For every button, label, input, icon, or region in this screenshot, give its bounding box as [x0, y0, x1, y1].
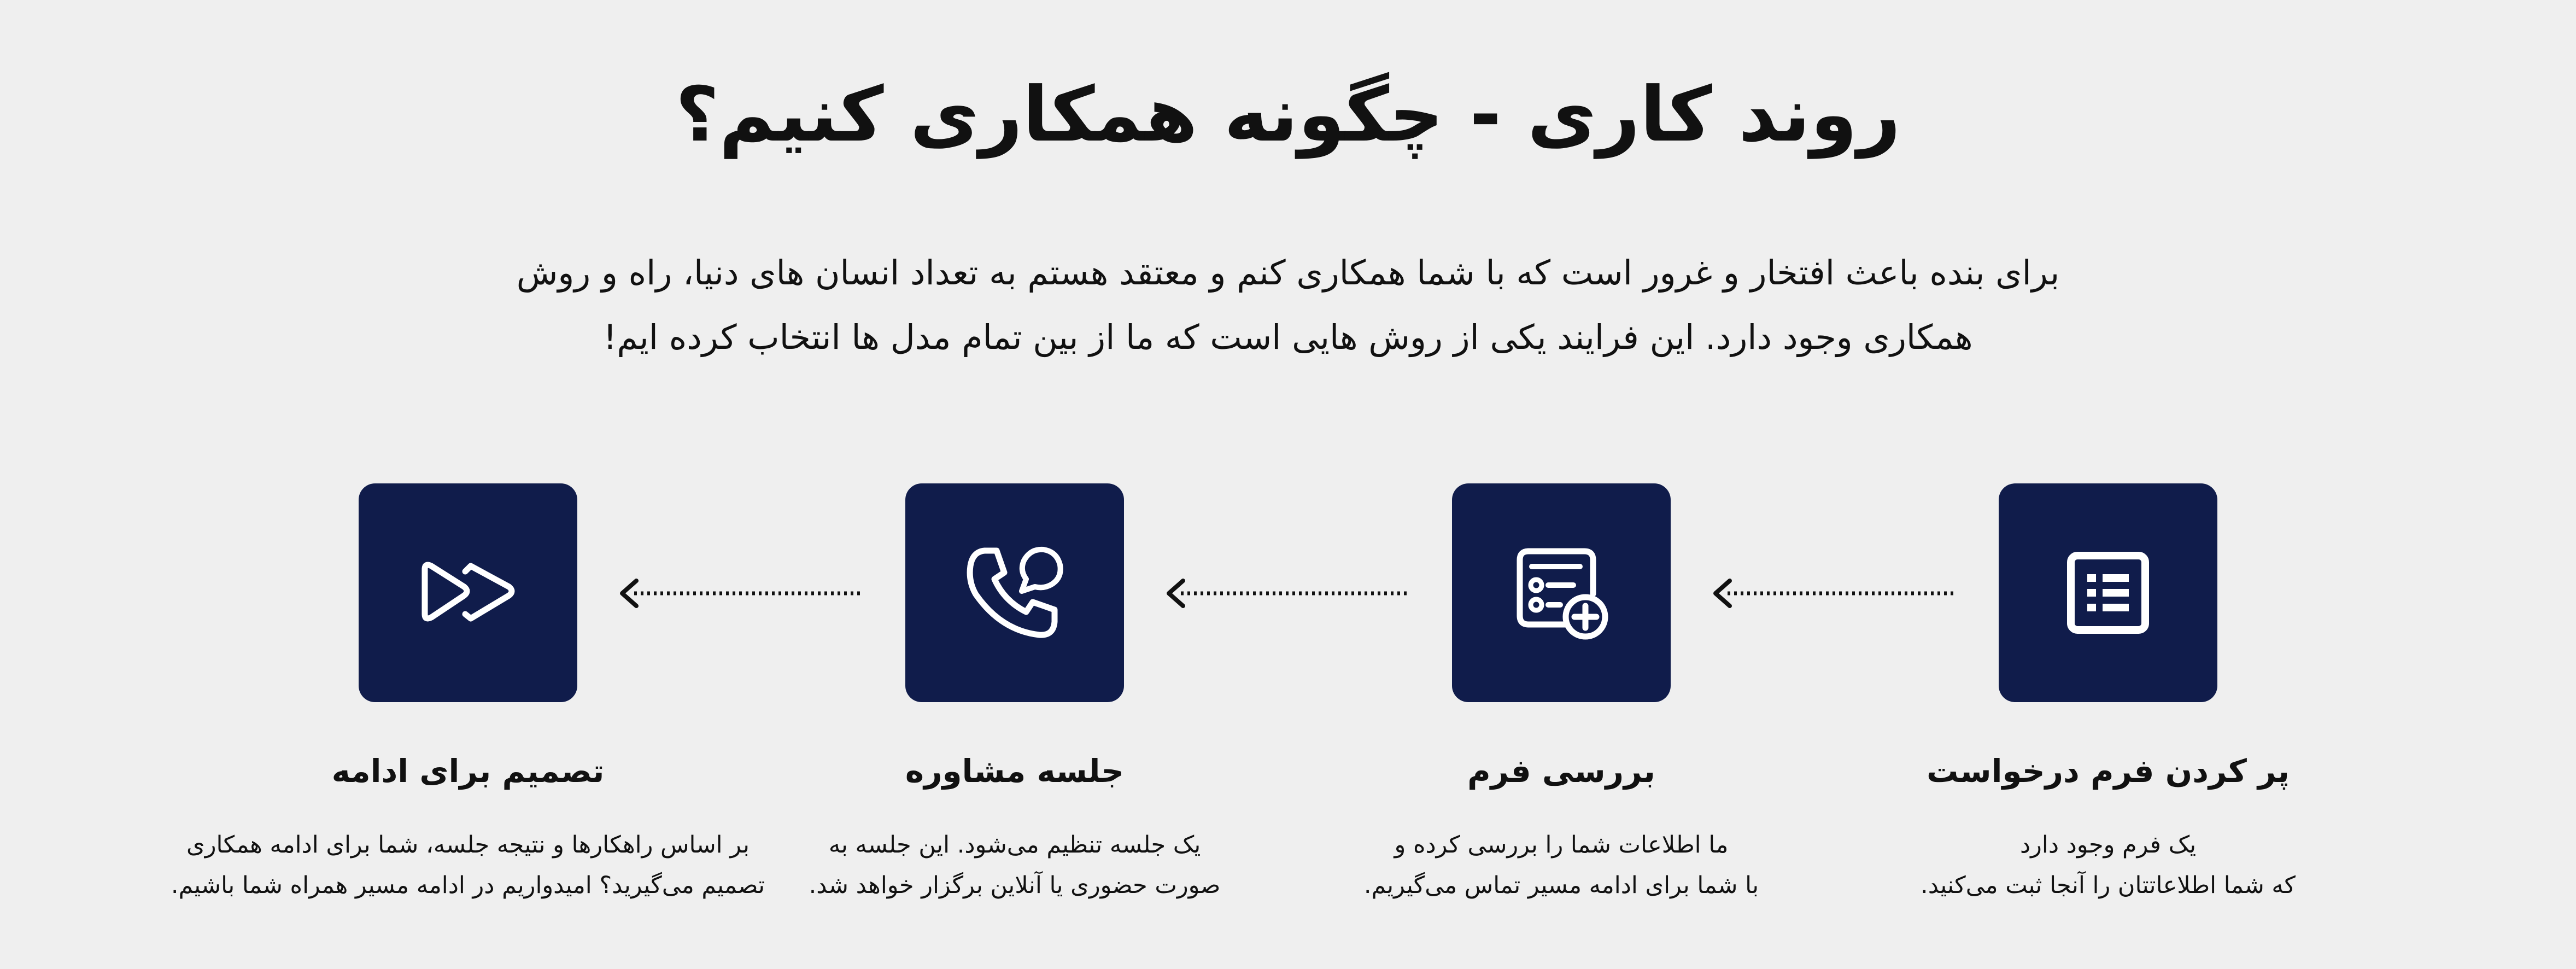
- form-review-add-icon: [1512, 544, 1611, 642]
- list-form-icon: [2064, 549, 2152, 637]
- step-4-desc-line-1: بر اساس راهکارها و نتیجه جلسه، شما برای ادامه همکاری: [186, 831, 750, 859]
- step-4-description: [140, 825, 796, 906]
- arrow-left-icon: [614, 574, 866, 612]
- step-4-desc-line-2: تصمیم می‌گیرید؟ امیدواریم در ادامه مسیر همراه شما باشیم.: [171, 872, 765, 899]
- arrow-left-icon: [1161, 574, 1413, 612]
- intro-line-2: همکاری وجود دارد. این فرایند یکی از روش هایی است که ما از بین تمام مدل ها انتخاب کرده ایم!: [603, 317, 1973, 357]
- step-3-desc-line-2: صورت حضوری یا آنلاین برگزار خواهد شد.: [809, 872, 1221, 899]
- phone-chat-icon: [963, 541, 1067, 645]
- step-2-desc-line-1: ما اطلاعات شما را بررسی کرده و: [1394, 831, 1729, 859]
- step-1-desc-line-2: که شما اطلاعاتتان را آنجا ثبت می‌کنید.: [1921, 872, 2296, 899]
- step-1-title: پر کردن فرم درخواست: [1927, 752, 2290, 790]
- step-3-desc-line-1: یک جلسه تنظیم می‌شود. این جلسه به: [828, 831, 1201, 859]
- step-2-title: بررسی فرم: [1467, 752, 1655, 790]
- intro-line-1: برای بنده باعث افتخار و غرور است که با شما همکاری کنم و معتقد هستم به تعداد انسان های دنیا، راه و روش: [516, 253, 2060, 293]
- step-4-title: تصمیم برای ادامه: [331, 752, 605, 790]
- step-1-desc-line-1: یک فرم وجود دارد: [2019, 831, 2197, 859]
- step-1-icon-box: [1999, 483, 2217, 702]
- arrow-left-icon: [1708, 574, 1959, 612]
- step-3-icon-box: [905, 483, 1124, 702]
- step-2-icon-box: [1452, 483, 1671, 702]
- step-2-desc-line-2: با شما برای ادامه مسیر تماس می‌گیریم.: [1363, 872, 1759, 899]
- fast-forward-icon: [416, 557, 520, 628]
- intro-paragraph: [413, 241, 2163, 370]
- step-3-title: جلسه مشاوره: [905, 752, 1125, 790]
- page-title: روند کاری - چگونه همکاری کنیم؟: [675, 71, 1901, 159]
- step-4-icon-box: [359, 483, 577, 702]
